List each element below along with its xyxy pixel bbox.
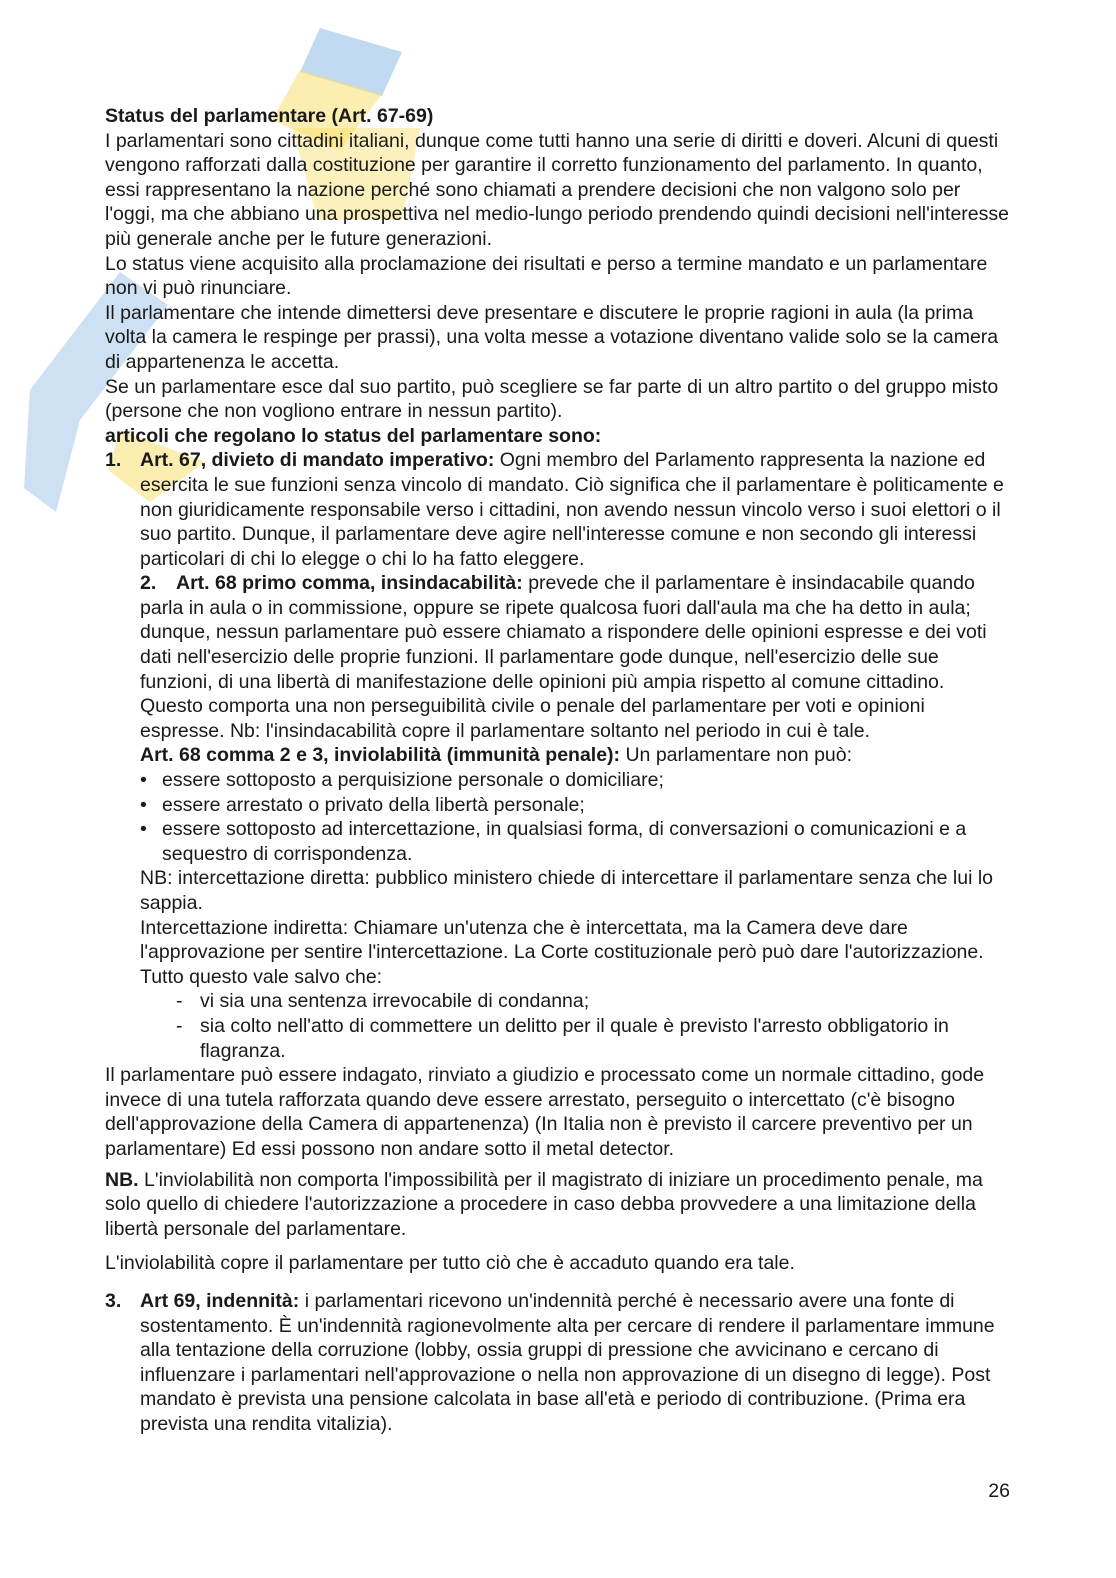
bullet-item-1 [140, 768, 1011, 793]
item2-lead: Art. 68 primo comma, insindacabilità: [176, 572, 523, 595]
list-item-art69 [105, 1289, 1011, 1437]
heading-art68-comma-2-3 [140, 743, 1011, 768]
paragraph-intercettazione-indiretta: Intercettazione indiretta: Chiamare un'utenza che è intercettata, ma la Camera deve dare l'approvazione per sentire l'intercettazione. La Corte costituzionale però può dare l'autorizzazione. [140, 916, 984, 964]
dash-item-2 [176, 1014, 1011, 1063]
bullet-marker: • [140, 769, 147, 792]
paragraph-intro-3: Il parlamentare che intende dimettersi deve presentare e discutere le proprie ragioni in aula (la prima volta la camera le respinge per prassi), una volta messe a votazione diventano valide solo se la camera di appartenenza le accetta. [105, 301, 999, 373]
paragraph-intro-2: Lo status viene acquisito alla proclamazione dei risultati e perso a termine mandato e un parlamentare non vi può rinunciare. [105, 252, 988, 300]
bullet-text-1: essere sottoposto a perquisizione personale o domiciliare; [162, 769, 664, 792]
paragraph-indagato: Il parlamentare può essere indagato, rinviato a giudizio e processato come un normale cittadino, gode invece di una tutela rafforzata quando deve essere arrestato, perseguito o intercettato (c'è bisogno dell'approvazione della Camera di appartenenza) (In Italia non è previsto il carcere preventivo per un parlamentare) Ed essi possono non andare sotto il metal detector. [105, 1064, 985, 1160]
page-number: 26 [988, 1480, 1010, 1503]
nb-lead: NB. [105, 1168, 139, 1191]
list-heading: articoli che regolano lo status del parlamentare sono: [105, 424, 602, 447]
dash-text-1: vi sia una sentenza irrevocabile di condanna; [200, 990, 590, 1013]
bullet-marker: • [140, 818, 147, 841]
paragraph-intro-4: Se un parlamentare esce dal suo partito, può scegliere se far parte di un altro partito o del gruppo misto (persone che non vogliono entrare in nessun partito). [105, 375, 999, 423]
item1-lead: Art. 67, divieto di mandato imperativo: [140, 449, 495, 472]
list-item-art68-comma1 [140, 571, 1011, 743]
item2-text: prevede che il parlamentare è insindacabile quando parla in aula o in commissione, oppure se ripete qualcosa fuori dall'aula ma che ha detto in aula; dunque, nessun parlamentare può essere chiamato a rispondere delle opinioni espresse e dei voti dati nell'esercizio delle proprie funzioni. Il parlamentare gode dunque, nell'esercizio delle sue funzioni, di una libertà di manifestazione delle opinioni più ampia rispetto al comune cittadino. Questo comporta una non perseguibilità civile o penale del parlamentare per voti e opinioni espresse. Nb: l'insindacabilità copre il parlamentare soltanto nel periodo in cui è tale. [140, 572, 987, 742]
dash-marker: - [176, 1014, 183, 1037]
document-content [105, 104, 1011, 1436]
list-item-art67 [105, 448, 1011, 571]
list-number-1: 1. [105, 449, 122, 472]
list-number-2: 2. [140, 572, 157, 595]
paragraph-salvo-che: Tutto questo vale salvo che: [140, 965, 383, 988]
item3-lead: Art 69, indennità: [140, 1289, 300, 1312]
dash-text-2: sia colto nell'atto di commettere un delitto per il quale è previsto l'arresto obbligatorio in flagranza. [200, 1014, 949, 1062]
art68-23-lead: Art. 68 comma 2 e 3, inviolabilità (immunità penale): [140, 744, 621, 767]
list-item-art69-body [140, 1289, 1011, 1437]
list-item-art67-body [140, 448, 1011, 571]
list-number-3: 3. [105, 1289, 122, 1312]
item3-text: i parlamentari ricevono un'indennità perché è necessario avere una fonte di sostentamento. È un'indennità ragionevolmente alta per cercare di rendere il parlamentare immune alla tentazione della corruzione (lobby, ossia gruppi di pressione che avvicinano e cercano di influenzare i parlamentari nell'approvazione o nella non approvazione di un disegno di legge). Post mandato è prevista una pensione calcolata in base all'età e periodo di contribuzione. (Prima era prevista una rendita vitalizia). [140, 1289, 995, 1435]
dash-marker: - [176, 990, 183, 1013]
item1-text: Ogni membro del Parlamento rappresenta la nazione ed esercita le sue funzioni senza vincolo di mandato. Ciò significa che il parlamentare è politicamente e non giuridicamente responsabile verso i cittadini, non avendo nessun vincolo verso i suoi elettori o il suo partito. Dunque, il parlamentare deve agire nell'interesse comune e non secondo gli interessi particolari di chi lo elegge o chi lo ha fatto eleggere. [140, 449, 1004, 570]
paragraph-nb-inviolabilita [105, 1168, 1011, 1242]
dash-item-1 [176, 989, 1011, 1014]
paragraph-intro-1: I parlamentari sono cittadini italiani, dunque come tutti hanno una serie di diritti e doveri. Alcuni di questi vengono rafforzati dalla costituzione per garantire il corretto funzionamento del parlamento. In quanto, essi rappresentano la nazione perché sono chiamati a prendere decisioni che non valgono solo per l'oggi, ma che abbiano una prospettiva nel medio-lungo periodo prendendo quindi decisioni nell'interesse più generale anche per le future generazioni. [105, 129, 1009, 250]
paragraph-inviolabilita-copre: L'inviolabilità copre il parlamentare per tutto ciò che è accaduto quando era tale. [105, 1252, 795, 1275]
art68-23-text: Un parlamentare non può: [625, 744, 853, 767]
bullet-text-3: essere sottoposto ad intercettazione, in qualsiasi forma, di conversazioni o comunicazioni e a sequestro di corrispondenza. [162, 818, 967, 865]
bullet-item-2 [140, 793, 1011, 818]
page-title: Status del parlamentare (Art. 67-69) [105, 105, 434, 127]
bullet-item-3 [140, 817, 1011, 866]
bullet-marker: • [140, 793, 147, 816]
paragraph-nb-intercettazione-diretta: NB: intercettazione diretta: pubblico ministero chiede di intercettare il parlamentare senza che lui lo sappia. [140, 867, 994, 914]
bullet-text-2: essere arrestato o privato della libertà personale; [162, 793, 585, 816]
nb-text: L'inviolabilità non comporta l'impossibilità per il magistrato di iniziare un procedimento penale, ma solo quello di chiedere l'autorizzazione a procedere in caso debba provvedere a una limitazione della libertà personale del parlamentare. [105, 1168, 983, 1240]
